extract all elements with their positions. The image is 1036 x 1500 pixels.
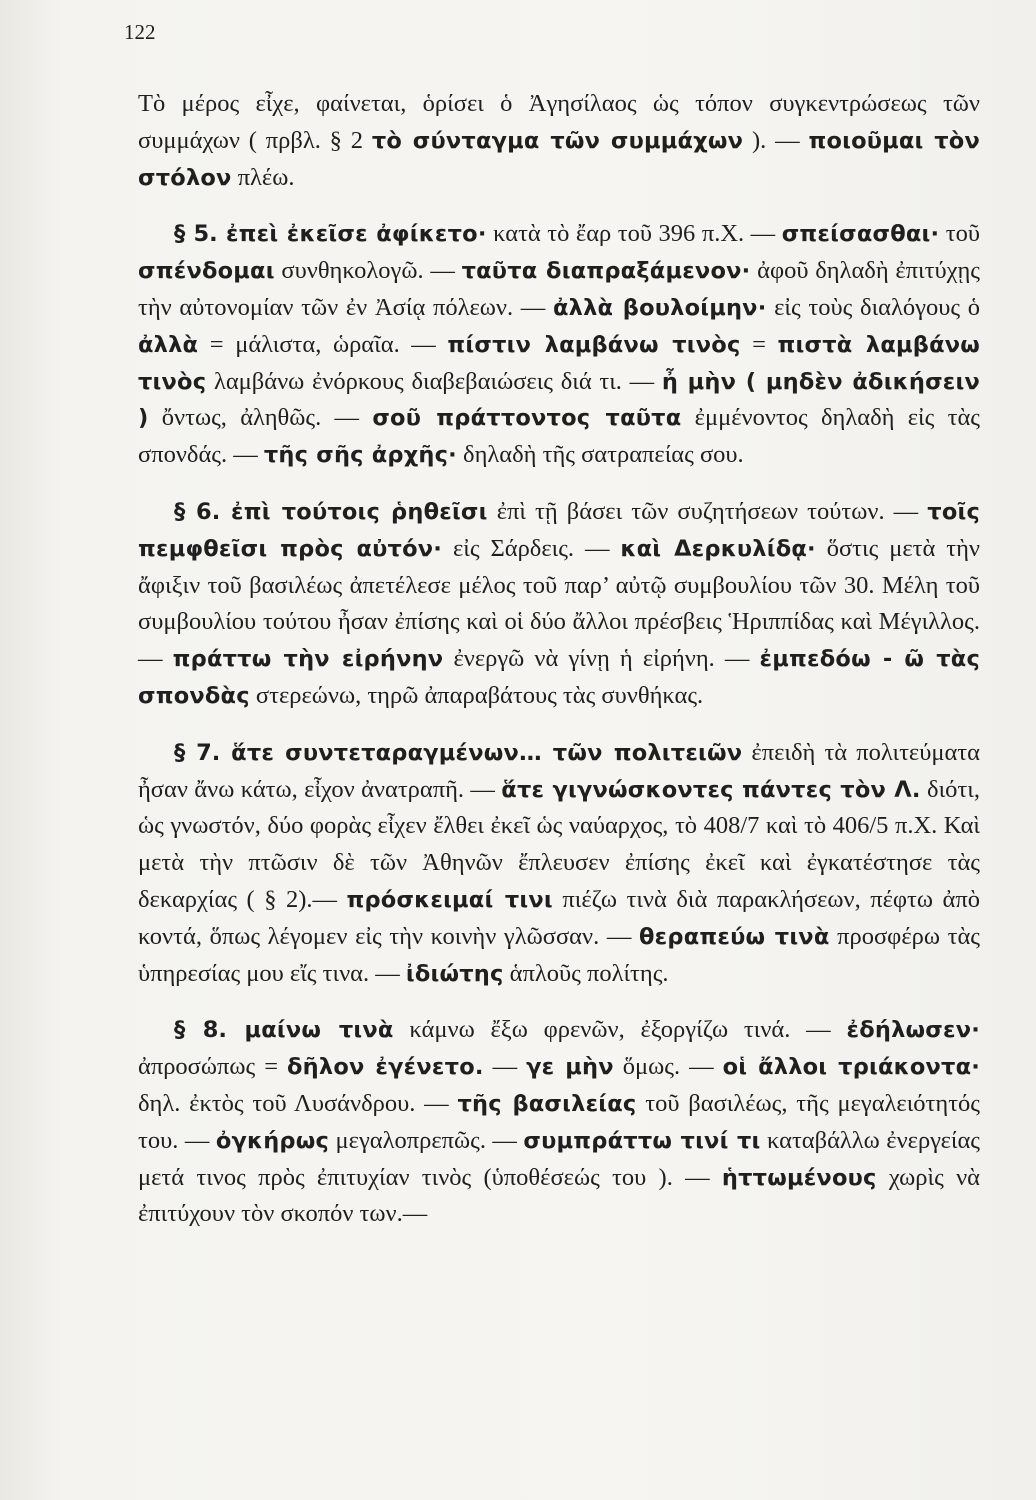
lemma: ἀλλὰ βουλοίμην· — [552, 294, 767, 321]
text-run: ἐνεργῶ νὰ γίνῃ ἡ εἰρήνη. — — [443, 645, 760, 673]
lemma: πίστιν λαμβάνω τινὸς — [447, 331, 741, 358]
lemma: ἅτε γιγνώσκοντες πάντες τὸν Λ. — [501, 776, 921, 803]
lemma: ἐπεὶ ἐκεῖσε ἀφίκετο· — [225, 221, 487, 248]
text-run: δηλ. ἐκτὸς τοῦ Λυσάνδρου. — — [138, 1089, 458, 1117]
lemma: πιστὰ λαμβάνω τινὸς — [138, 331, 981, 395]
text-run: τοῦ βασιλέως, τῆς μεγαλειότητός του. — — [138, 1089, 980, 1154]
lemma: τὸ σύνταγμα τῶν συμμάχων — [371, 127, 744, 154]
lemma: τοῖς πεμφθεῖσι πρὸς αὐτόν· — [138, 498, 980, 562]
text-run: Τὸ μέρος εἶχε, φαίνεται, ὁρίσει ὁ Ἀγησίλαος ὡς τόπον συγκεντρώσεως τῶν συμμάχων ( πρβλ. § 2 — [138, 90, 980, 154]
text-run: πιέζω τινὰ διὰ παρακλήσεων, πέφτω ἀπὸ κοντά, ὅπως λέγομεν εἰς τὴν κοινὴν γλῶσσαν. — — [138, 885, 980, 950]
lemma: ἐδήλωσεν· — [846, 1017, 980, 1044]
text-run: πλέω. — [231, 163, 295, 191]
text-run: καταβάλλω ἐνεργείας μετά τινος πρὸς ἐπιτυχίαν τινὸς (ὑποθέσεώς του ). — — [138, 1126, 981, 1191]
lemma: ἦ μὴν ( μηδὲν ἀδικήσειν ) — [138, 368, 981, 432]
lemma: ὀγκήρως — [215, 1127, 330, 1154]
lemma: οἱ ἄλλοι τριάκοντα· — [722, 1054, 980, 1081]
lemma: σπένδομαι — [138, 258, 275, 285]
text-run: ). — — [743, 126, 809, 154]
text-run: ἐπὶ τῇ βάσει τῶν συζητήσεων τούτων. — — [487, 497, 928, 525]
text-run: χωρὶς νὰ ἐπιτύχουν τὸν σκοπόν των.— — [138, 1163, 980, 1228]
text-run: = μάλιστα, ὡραῖα. — — [198, 330, 448, 358]
lemma: μαίνω τινὰ — [244, 1017, 394, 1044]
lemma: ταῦτα διαπραξάμενον· — [461, 258, 751, 285]
lemma: ἀλλὰ — [138, 331, 199, 358]
lemma: ἰδιώτης — [405, 960, 504, 987]
lemma: συμπράττω τινί τι — [523, 1127, 761, 1154]
paragraph-intro — [138, 86, 980, 196]
lemma: σπείσασθαι· — [781, 221, 940, 248]
text-run: — — [483, 1053, 527, 1081]
text-run: διότι, ὡς γνωστόν, δύο φορὰς εἶχεν ἔλθει ἐκεῖ ὡς ναύαρχος, τὸ 408/7 καὶ τὸ 406/5 π.Χ. Καὶ μετὰ τὴν πτῶσιν δὲ τῶν Ἀθηνῶν ἔπλευσεν ἐπίσης ἐκεῖ καὶ ἐγκατέστησε τὰς δεκαρχίας ( § 2).— — [138, 775, 980, 913]
lemma: σοῦ πράττοντος ταῦτα — [372, 405, 682, 432]
text-run: ἁπλοῦς πολίτης. — [503, 959, 669, 987]
section-number: § 5. — [174, 221, 226, 248]
text-run: ὄντως, ἀληθῶς. — — [148, 404, 373, 432]
lemma: πράττω τὴν εἰρήνην — [172, 646, 444, 673]
lemma: ἡττωμένους — [721, 1164, 877, 1191]
text-run: δηλαδὴ τῆς σατραπείας σου. — [456, 441, 744, 469]
text-run: συνθηκολογῶ. — — [274, 257, 462, 285]
text-run: μεγαλοπρεπῶς. — — [329, 1126, 524, 1154]
lemma: ἐμπεδόω - ῶ τὰς σπονδὰς — [138, 646, 980, 709]
section-number: § 6. — [174, 498, 232, 525]
lemma: ἐπὶ τούτοις ῥηθεῖσι — [231, 498, 488, 525]
text-run: ὅμως. — — [613, 1053, 723, 1081]
text-run: εἰς τοὺς διαλόγους ὁ — [766, 293, 980, 321]
text-run: ἀπροσώπως = — [138, 1053, 288, 1081]
paragraph-section-5 — [138, 216, 980, 474]
section-number: § 8. — [174, 1017, 245, 1044]
paragraph-section-8 — [138, 1012, 980, 1233]
text-run: = — [740, 330, 778, 358]
lemma: πρόσκειμαί τινι — [346, 886, 553, 913]
text-run: ὅστις μετὰ τὴν ἄφιξιν τοῦ βασιλέως ἀπετέλεσε μέλος τοῦ παρ’ αὐτῷ συμβουλίου τῶν 30. Μέλη τοῦ συμβουλίου τούτου ἦσαν ἐπίσης καὶ οἱ δύο ἄλλοι πρέσβεις Ἡριππίδας καὶ Μέγιλλος. — — [138, 534, 980, 673]
text-run: λαμβάνω ἐνόρκους διαβεβαιώσεις διά τι. — — [206, 367, 662, 395]
text-run: εἰς Σάρδεις. — — [442, 534, 621, 562]
text-run: τοῦ — [939, 220, 981, 248]
text-run: ἀφοῦ δηλαδὴ ἐπιτύχῃς τὴν αὐτονομίαν τῶν ἐν Ἀσίᾳ πόλεων. — — [138, 257, 980, 321]
lemma: θεραπεύω τινὰ — [639, 923, 830, 950]
lemma: καὶ Δερκυλίδᾳ· — [620, 535, 816, 562]
section-number: § 7. — [174, 739, 232, 766]
page-number: 122 — [124, 20, 156, 44]
lemma: δῆλον ἐγένετο. — [287, 1054, 484, 1081]
text-run: ἐμμένοντος δηλαδὴ εἰς τὰς σπονδάς. — — [138, 404, 980, 469]
text-run: προσφέρω τὰς ὑπηρεσίας μου εἴς τινα. — — [138, 922, 980, 987]
text-run: στερεώνω, τηρῶ ἀπαραβάτους τὰς συνθήκας. — [249, 681, 704, 709]
commentary-text — [138, 86, 980, 1233]
text-run: ἐπειδὴ τὰ πολιτεύματα ἦσαν ἄνω κάτω, εἶχον ἀνατραπῆ. — — [138, 738, 980, 803]
lemma: γε μὴν — [526, 1054, 614, 1081]
lemma: ἅτε συντεταραγμένων… τῶν πολιτειῶν — [231, 739, 743, 766]
lemma: ποιοῦμαι τὸν στόλον — [138, 127, 980, 191]
lemma: τῆς βασιλείας — [457, 1090, 637, 1117]
paragraph-section-6 — [138, 494, 980, 715]
lemma: τῆς σῆς ἀρχῆς· — [263, 442, 457, 469]
text-run: κατὰ τὸ ἔαρ τοῦ 396 π.Χ. — — [486, 220, 782, 248]
paragraph-section-7 — [138, 735, 980, 993]
text-run: κάμνω ἔξω φρενῶν, ἐξοργίζω τινά. — — [393, 1016, 847, 1044]
